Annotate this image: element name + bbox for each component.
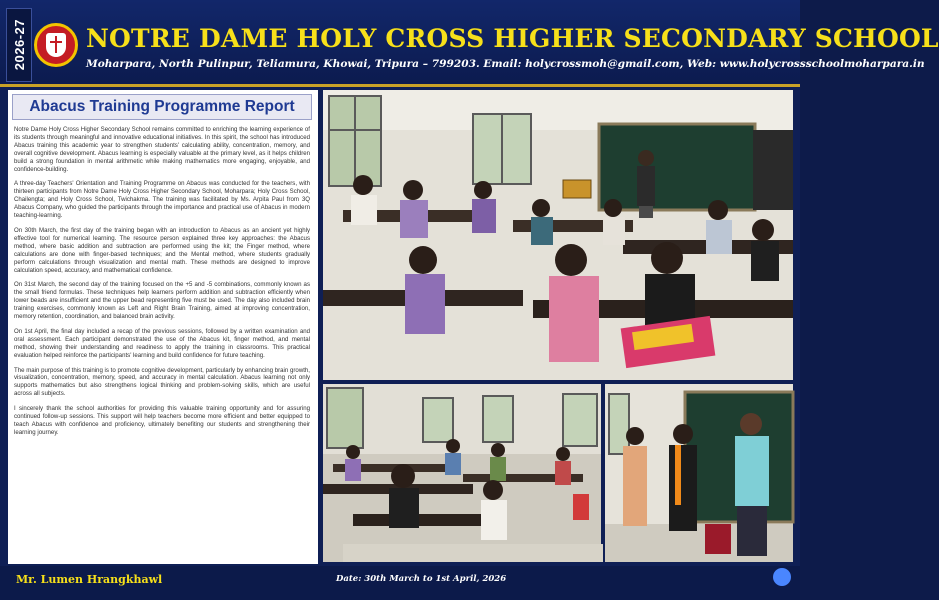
facilitators-scene	[605, 384, 793, 562]
assessment-scene	[323, 384, 601, 562]
year-label: 2026-27	[11, 19, 27, 71]
year-badge	[6, 8, 32, 82]
report-body	[14, 126, 310, 444]
accent-dot	[773, 568, 791, 586]
paragraph-thanks: I sincerely thank the school authorities for providing this valuable training opportunity and for assuring continued follow-up sessions. This support will help teachers become more efficient and better equipped to teach Abacus with confidence and proficiency, ultimately benefiting our students and strengthening their learning journey.	[14, 405, 310, 436]
paragraph-day-two: On 31st March, the second day of the training focused on the +5 and -5 combinations, commonly known as the small friend formulas. These techniques help learners perform addition and subtraction efficiently when lower beads are insufficient and the upper bead representing five must be used. The day also included brain training exercises, commonly known as Left and Right Brain Training, aimed at improving concentration, memory retention, coordination, and balanced brain activity.	[14, 281, 310, 321]
school-logo	[34, 23, 78, 67]
photo-classroom-training	[323, 90, 793, 380]
photo-assessment-session	[323, 384, 601, 562]
school-name: NOTRE DAME HOLY CROSS HIGHER SECONDARY SCHOOL	[86, 24, 939, 53]
paragraph-intro: Notre Dame Holy Cross Higher Secondary School remains committed to enriching the learning experience of its students through meaningful and innovative educational initiatives. In this spirit, the school has introduced Abacus training this academic year to strengthen students' calculating ability, concentration, memory, and overall cognitive development. Abacus learning is especially valuable at the primary level, as it helps children build a strong foundation in mental arithmetic while making mathematics more engaging, enjoyable, and confidence-building.	[14, 126, 310, 173]
paragraph-day-one: On 30th March, the first day of the training began with an introduction to Abacus as an ancient yet highly effective tool for numerical learning. The resource person explained three key approaches: the Abacus method, where basic addition and subtraction are performed using the kit; the Finger method, where calculations are done with finger-based techniques; and the Mental method, where students gradually perform calculations through visualization and mental math. These methods are designed to improve calculation speed, accuracy, and mathematical confidence.	[14, 226, 310, 274]
author-name: Mr. Lumen Hrangkhawl	[16, 573, 163, 586]
header-divider	[0, 84, 800, 87]
shield-cross-icon	[46, 33, 66, 57]
classroom-scene	[323, 90, 793, 380]
report-date: Date: 30th March to 1st April, 2026	[336, 574, 507, 584]
photo-facilitators	[605, 384, 793, 562]
school-address: Moharpara, North Pulinpur, Teliamura, Khowai, Tripura – 799203. Email: holycrossmoh@gmail.com, Web: www.holycrossschoolmoharpara.in	[86, 58, 925, 70]
paragraph-purpose: The main purpose of this training is to promote cognitive development, particularly by enhancing brain growth, visualization, concentration, memory, speed, and accuracy in mental calculation. Abacus learning not only supports mathematics but also strengthens logical thinking and problem-solving skills, which are useful across all subjects.	[14, 366, 310, 398]
report-title: Abacus Training Programme Report	[12, 94, 312, 120]
paragraph-programme: A three-day Teachers' Orientation and Training Programme on Abacus was conducted for the teachers, with thirteen participants from Notre Dame Holy Cross Higher Secondary School, Moharpara; Holy Cross School, Chailengta; and Holy Cross School, Twichakma. The training was facilitated by Ms. Arpita Paul from 3Q Abacus Company, who guided the participants through the importance and practical use of Abacus in modern teaching-learning.	[14, 180, 310, 220]
paragraph-day-three: On 1st April, the final day included a recap of the previous sessions, followed by a written examination and oral assessment. Each participant demonstrated the use of the Abacus kit, finger method, and mental method, showing their understanding and readiness to apply the training in classrooms. This practical evaluation helped reinforce the participants' learning and build confidence for future teaching.	[14, 327, 310, 359]
